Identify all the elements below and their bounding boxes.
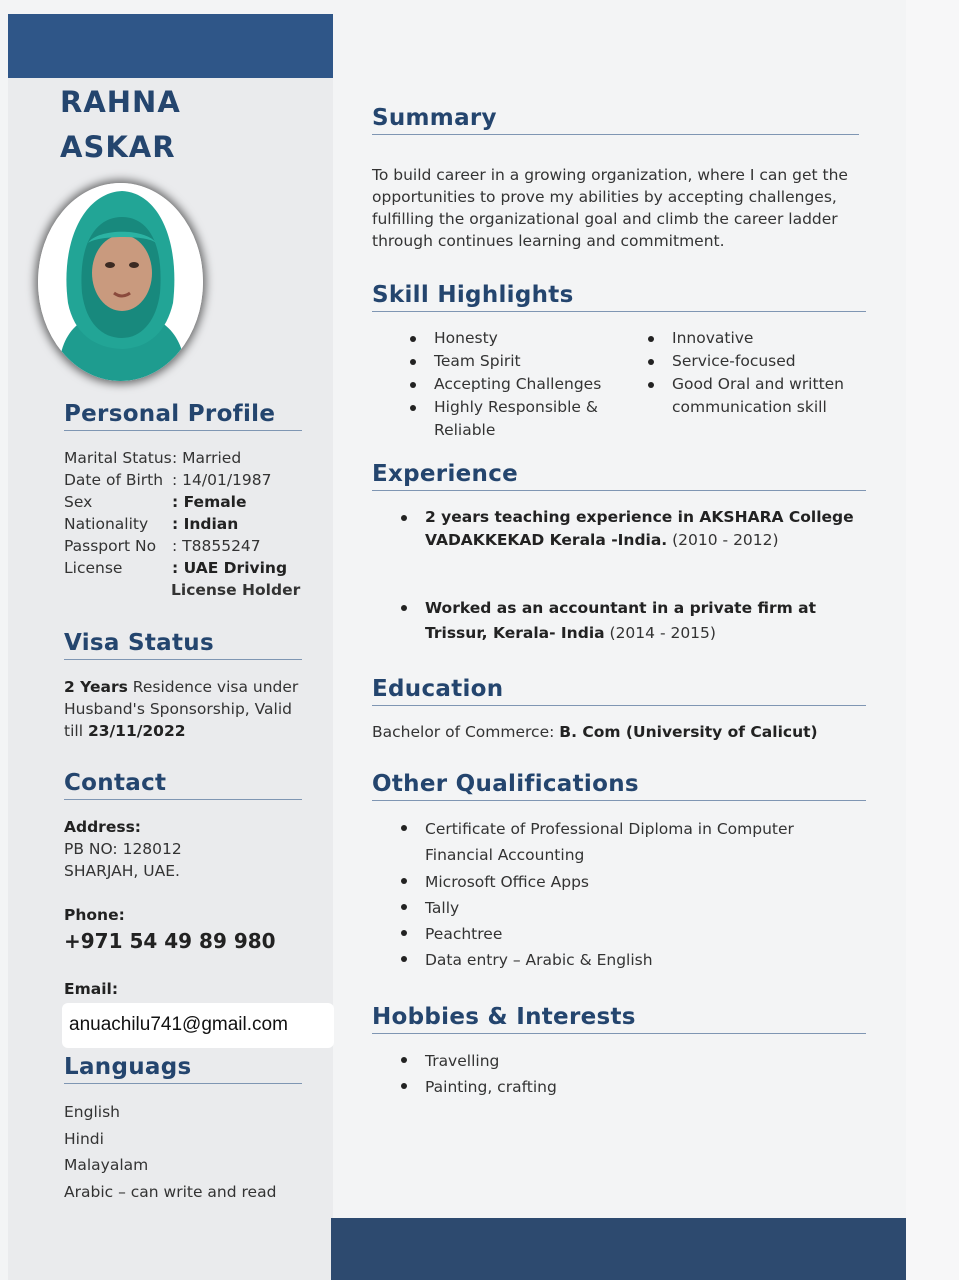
profile-photo-illustration — [38, 183, 203, 381]
education-heading: Education — [372, 676, 866, 706]
visa-line-1: Residence visa under — [127, 678, 299, 696]
profile-row — [64, 469, 272, 491]
email-address[interactable]: anuachilu741@gmail.com — [62, 1003, 334, 1048]
profile-row — [64, 557, 287, 579]
personal-profile-heading: Personal Profile — [64, 401, 302, 431]
education-entry — [372, 721, 818, 743]
languages-list — [64, 1099, 276, 1206]
qualification-item: Data entry – Arabic & English — [399, 947, 861, 973]
experience-role: 2 years teaching experience in AKSHARA College VADAKKEKAD Kerala -India. — [425, 508, 854, 549]
profile-value: : Female — [172, 493, 247, 511]
address-label: Address: — [64, 818, 141, 836]
experience-item — [399, 506, 859, 552]
profile-value: : Married — [172, 449, 242, 467]
language-item: Arabic – can write and read — [64, 1183, 277, 1202]
experience-role: Worked as an accountant in a private firm at Trissur, Kerala- India — [425, 599, 817, 642]
top-accent-bar — [8, 14, 333, 78]
summary-line: through continues learning and commitment. — [372, 232, 725, 250]
education-label: Bachelor of Commerce: — [372, 723, 560, 741]
languages-heading: Languags — [64, 1054, 302, 1084]
profile-key: License — [64, 559, 123, 577]
hobbies-list — [399, 1048, 699, 1101]
hobby-item: Travelling — [399, 1048, 699, 1074]
address-line: SHARJAH, UAE. — [64, 862, 180, 880]
summary-line: fulfilling the organizational goal and climb the career ladder — [372, 210, 838, 228]
visa-line-2: Husband's Sponsorship, Valid — [64, 700, 292, 718]
qualification-item: Microsoft Office Apps — [399, 869, 861, 895]
skill-item: Honesty — [408, 327, 608, 350]
bottom-accent-bar — [331, 1218, 906, 1280]
summary-text — [372, 164, 862, 252]
profile-key: Sex — [64, 493, 93, 511]
profile-row — [64, 447, 241, 469]
profile-key: Nationality — [64, 515, 149, 533]
first-name: RAHNA — [60, 85, 181, 119]
profile-row — [64, 535, 261, 557]
last-name: ASKAR — [60, 130, 176, 164]
skill-item: Accepting Challenges — [408, 373, 608, 396]
license-continuation: License Holder — [171, 581, 301, 599]
phone-label: Phone: — [64, 906, 125, 924]
visa-line-3: till — [64, 722, 88, 740]
profile-key: Date of Birth — [64, 471, 164, 489]
summary-line: To build career in a growing organization, where I can get the — [372, 166, 848, 184]
qualifications-list — [399, 816, 861, 974]
education-degree: B. Com (University of Calicut) — [559, 723, 818, 741]
qualification-item: Peachtree — [399, 921, 861, 947]
summary-line: opportunities to prove my abilities by accepting challenges, — [372, 188, 837, 206]
profile-value: : T8855247 — [172, 537, 261, 555]
qualification-item: Tally — [399, 895, 861, 921]
hobby-item: Painting, crafting — [399, 1074, 699, 1100]
address-line: PB NO: 128012 — [64, 840, 182, 858]
other-qualifications-heading: Other Qualifications — [372, 771, 866, 801]
skill-item: Good Oral and written communication skill — [646, 373, 861, 419]
visa-status-text — [64, 676, 314, 742]
candidate-name — [60, 80, 181, 170]
summary-heading: Summary — [372, 105, 859, 135]
email-label: Email: — [64, 980, 119, 998]
qualification-item: Certificate of Professional Diploma in Computer Financial Accounting — [399, 816, 861, 869]
phone-number[interactable]: +971 54 49 89 980 — [64, 929, 276, 953]
contact-heading: Contact — [64, 770, 302, 800]
profile-row — [64, 491, 247, 513]
skills-list-right — [646, 327, 861, 419]
profile-value: : 14/01/1987 — [172, 471, 272, 489]
hobbies-heading: Hobbies & Interests — [372, 1004, 866, 1034]
language-item: Hindi — [64, 1129, 104, 1148]
experience-heading: Experience — [372, 461, 866, 491]
skill-item: Innovative — [646, 327, 861, 350]
experience-item — [399, 596, 859, 646]
skill-item: Highly Responsible & Reliable — [408, 396, 608, 442]
profile-key: Passport No — [64, 537, 157, 555]
visa-expiry: 23/11/2022 — [87, 722, 186, 740]
profile-value: : Indian — [172, 515, 239, 533]
profile-value: : UAE Driving — [172, 559, 288, 577]
skill-highlights-heading: Skill Highlights — [372, 282, 866, 312]
skill-item: Team Spirit — [408, 350, 608, 373]
profile-photo — [38, 183, 203, 381]
page-edge — [906, 0, 959, 1280]
visa-status-heading: Visa Status — [64, 630, 302, 660]
visa-duration: 2 Years — [64, 678, 128, 696]
experience-dates: (2014 - 2015) — [604, 624, 716, 642]
language-item: English — [64, 1103, 120, 1121]
profile-key: Marital Status — [64, 449, 172, 467]
skills-list-left — [408, 327, 608, 442]
profile-row — [64, 513, 238, 535]
experience-dates: (2010 - 2012) — [667, 531, 779, 549]
language-item: Malayalam — [64, 1156, 149, 1175]
skill-item: Service-focused — [646, 350, 861, 373]
